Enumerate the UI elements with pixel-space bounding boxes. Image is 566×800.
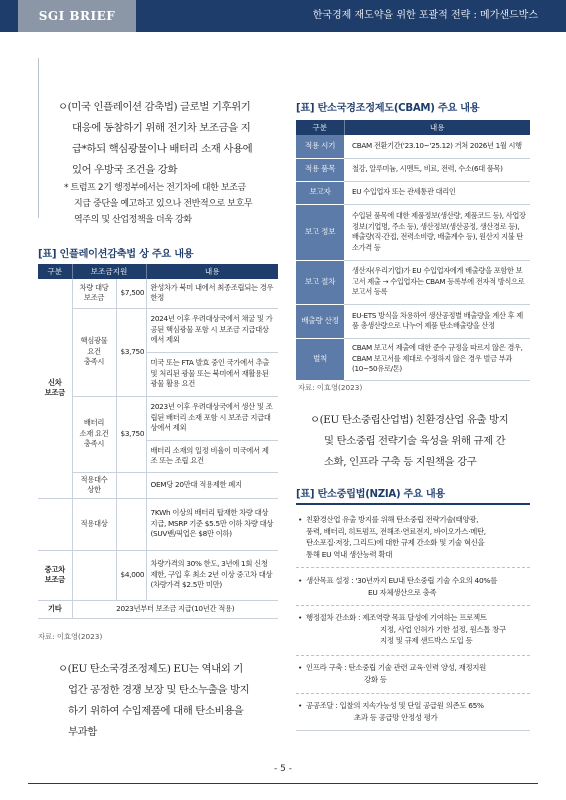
row-label: 보고 절차	[296, 260, 344, 304]
content-cell: 2024년 이후 우려대상국에서 채굴 및 가공된 핵심광물 포함 시 보조금 지급대상에서 제외	[146, 308, 278, 352]
table-row	[296, 338, 530, 380]
bullet-icon: •	[298, 663, 303, 672]
amount-cell: $3,750	[116, 308, 146, 396]
footer-rule	[28, 783, 538, 784]
nzia-line: 풍력, 배터리, 히트펌프, 전해조·연료전지, 바이오가스·메탄,	[306, 526, 486, 536]
sub-cell: 적용대상	[72, 498, 116, 550]
footnote	[64, 180, 284, 228]
sub-cell: 차량 대당 보조금	[72, 279, 116, 308]
empty-cell	[116, 498, 146, 550]
amount-cell: $7,500	[116, 279, 146, 308]
nzia-item	[296, 662, 530, 685]
nzia-line: 공공조달 : 입찰의 지속가능성 및 단일 공급원 의존도 65%	[306, 701, 484, 710]
content-cell: 완성차가 북미 내에서 최종조립되는 경우 한정	[146, 279, 278, 308]
amount-cell: $4,000	[116, 550, 146, 600]
paragraph-line: ㅇ(미국 인플레이션 감축법) 글로벌 기후위기	[58, 101, 251, 113]
nzia-paragraph	[310, 410, 542, 473]
nzia-title: [표] 탄소중립법(NZIA) 주요 내용	[296, 489, 445, 500]
page-number: - 5 -	[274, 764, 292, 774]
paragraph-line: 있어 우방국 조건을 강화	[72, 164, 178, 176]
row-label: 배출량 산정	[296, 304, 344, 338]
paragraph-line: 하기 위하여 수입제품에 대해 탄소비용을	[68, 705, 244, 717]
table-row	[38, 308, 278, 352]
paragraph-line: 및 탄소중립 전략기술 육성을 위해 규제 간	[324, 435, 506, 447]
nzia-line: 생산목표 설정 : '30년까지 EU내 탄소중립 기술 수요의 40%를	[306, 576, 497, 585]
nzia-line: EU 자체생산으로 충족	[368, 587, 437, 597]
nzia-item	[296, 612, 530, 647]
row-value: EU 수입업자 또는 관세통관 대리인	[344, 181, 530, 204]
category-cell: 기타	[38, 600, 72, 618]
table-row	[296, 158, 530, 181]
content-cell: 차량가격의 30% 한도, 3년에 1회 신청 제한, 구입 후 최소 2년 이상 중고차 대상(차량가격 $2.5만 미만)	[146, 550, 278, 600]
row-value: CBAM 전환기간('23.10~'25.12) 거쳐 2026년 1월 시행	[344, 135, 530, 158]
cbam-table	[296, 120, 530, 381]
table-row	[296, 135, 530, 158]
table-row	[38, 600, 278, 618]
empty-cell	[72, 550, 116, 600]
content-cell: 미국 또는 FTA 발효 중인 국가에서 추출 및 처리된 광물 또는 북미에서 재활용된 광물 활용 요건	[146, 352, 278, 396]
table-header-row	[296, 120, 530, 135]
empty-cell	[38, 498, 72, 550]
paragraph-line: 급*하되 핵심광물이나 배터리 소재 사용에	[72, 143, 253, 155]
table2-title: [표] 탄소국경조정제도(CBAM) 주요 내용	[296, 103, 480, 114]
footnote-line: 지급 중단을 예고하고 있으나 전반적으로 보호무	[74, 199, 253, 209]
bullet-icon: •	[298, 701, 303, 710]
row-value: 생산자(우리기업)가 EU 수입업자에게 배출량을 포함한 보고서 제출 → 수입업자는 CBAM 등록부에 전자적 방식으로 보고서 등록	[344, 260, 530, 304]
page-header	[0, 0, 566, 32]
content-cell: 배터리 소재의 일정 비율이 미국에서 제조 또는 조립 요건	[146, 440, 278, 472]
empty-cell	[116, 472, 146, 498]
sub-cell: 배터리 소재 요건 충족시	[72, 396, 116, 472]
nzia-item	[296, 700, 530, 723]
row-value: 철강, 알루미늄, 시멘트, 비료, 전력, 수소(6대 품목)	[344, 158, 530, 181]
row-value: EU-ETS 방식을 차용하여 생산공정별 배출량을 계산 후 제품 총생산량으로 나누어 제품 탄소배출량을 산정	[344, 304, 530, 338]
nzia-line: 지정, 사업 인허가 기한 설정, 원스톱 창구	[380, 624, 506, 634]
left-vertical-rule	[38, 58, 39, 218]
nzia-item	[296, 514, 530, 560]
row-label: 벌칙	[296, 338, 344, 380]
bullet-icon: •	[298, 576, 303, 585]
row-label: 보고 정보	[296, 204, 344, 260]
table2-source: 자료: 이효영(2023)	[298, 383, 363, 392]
sub-cell: 적용대수 상한	[72, 472, 116, 498]
footnote-line: * 트럼프 2기 행정부에서는 전기차에 대한 보조금	[64, 183, 246, 193]
nzia-line: 행정절차 간소화 : 제조역량 목표 달성에 기여하는 프로젝트	[306, 613, 487, 622]
ira-table	[38, 264, 278, 619]
paragraph-line: 부과함	[68, 726, 97, 738]
row-value: 수입된 품목에 대한 제품정보(생산량, 제품코드 등), 사업장 정보(기업명, 주소 등), 생산정보(생산공정, 생산경로 등), 배출량(직·간접, 전력소비량, 배출계수 등), 원산지 지불 탄소가격 등	[344, 204, 530, 260]
nzia-box	[296, 503, 530, 731]
table1-title: [표] 인플레이션감축법 상 주요 내용	[38, 249, 194, 260]
divider	[296, 567, 530, 568]
table-header-cell: 구분	[296, 120, 344, 135]
paragraph-line: ㅇ(EU 탄소국경조정제도) EU는 역내외 기	[58, 663, 243, 675]
paragraph-line: ㅇ(EU 탄소중립산업법) 친환경산업 유출 방지	[310, 414, 509, 426]
divider	[296, 693, 530, 694]
nzia-line: 인프라 구축 : 탄소중립 기술 관련 교육·인력 양성, 재정지원	[306, 663, 486, 672]
footnote-line: 역주의 및 산업정책을 더욱 강화	[74, 215, 192, 225]
irs-paragraph	[58, 97, 280, 181]
table-row	[38, 396, 278, 440]
content-cell: OEM당 20만대 적용제한 폐지	[146, 472, 278, 498]
table-header-cell: 내용	[344, 120, 530, 135]
table-row	[296, 204, 530, 260]
paragraph-line: 소화, 인프라 구축 등 지원책을 강구	[324, 456, 477, 468]
nzia-line: 친환경산업 유출 방지를 위해 탄소중립 전략기술(태양광,	[306, 515, 479, 524]
row-label: 적용 품목	[296, 158, 344, 181]
table-row	[296, 181, 530, 204]
category-cell: 신차 보조금	[38, 279, 72, 498]
table-row	[38, 550, 278, 600]
nzia-line: 강화 등	[364, 674, 387, 684]
content-cell: 2023년 이후 우려대상국에서 생산 및 조립된 배터리 소재 포함 시 보조금 지급대상에서 제외	[146, 396, 278, 440]
amount-cell: $3,750	[116, 396, 146, 472]
table-header-row	[38, 264, 278, 279]
table-row	[38, 498, 278, 550]
cbam-paragraph	[58, 659, 286, 743]
row-label: 적용 시기	[296, 135, 344, 158]
paragraph-line: 대응에 동참하기 위해 전기차 보조금을 지	[72, 122, 251, 134]
content-cell: 7KWh 이상의 배터리 탑재한 차량 대상 지급, MSRP 기준 $5.5만 이하 차량 대상(SUV밴/픽업은 $8만 이하)	[146, 498, 278, 550]
table-row	[38, 472, 278, 498]
sub-cell: 핵심광물 요건 충족시	[72, 308, 116, 396]
table-header-cell: 보조금지원	[72, 264, 146, 279]
bullet-icon: •	[298, 515, 303, 524]
divider	[296, 605, 530, 606]
paragraph-line: 업간 공정한 경쟁 보장 및 탄소누출을 방지	[68, 684, 250, 696]
nzia-line: 탄소포집·저장, 그리드)에 대한 규제 간소화 및 기술 혁신을	[306, 538, 485, 547]
nzia-line: 초과 등 공급망 안정성 평가	[354, 712, 438, 722]
bullet-icon: •	[298, 613, 303, 622]
brand-label: SGI BRIEF	[18, 0, 136, 32]
header-title: 한국경제 재도약을 위한 포괄적 전략 : 메가샌드박스	[312, 10, 538, 21]
content-cell: 2023년부터 보조금 지급(10년간 적용)	[72, 600, 278, 618]
nzia-line: 통해 EU 역내 생산능력 확대	[306, 549, 393, 559]
table-header-cell: 구분	[38, 264, 72, 279]
table-row	[38, 279, 278, 308]
nzia-item	[296, 575, 530, 598]
row-label: 보고자	[296, 181, 344, 204]
nzia-line: 지정 및 규제 샌드박스 도입 등	[380, 636, 473, 645]
table-header-cell: 내용	[146, 264, 278, 279]
divider	[296, 655, 530, 656]
table1-source: 자료: 이효영(2023)	[38, 632, 103, 641]
row-value: CBAM 보고서 제출에 대한 준수 규정을 따르지 않은 경우, CBAM 보고서를 제대로 수정하지 않은 경우 벌금 부과(10~50유로/톤)	[344, 338, 530, 380]
category-cell: 중고차 보조금	[38, 550, 72, 600]
table-row	[296, 304, 530, 338]
table-row	[296, 260, 530, 304]
